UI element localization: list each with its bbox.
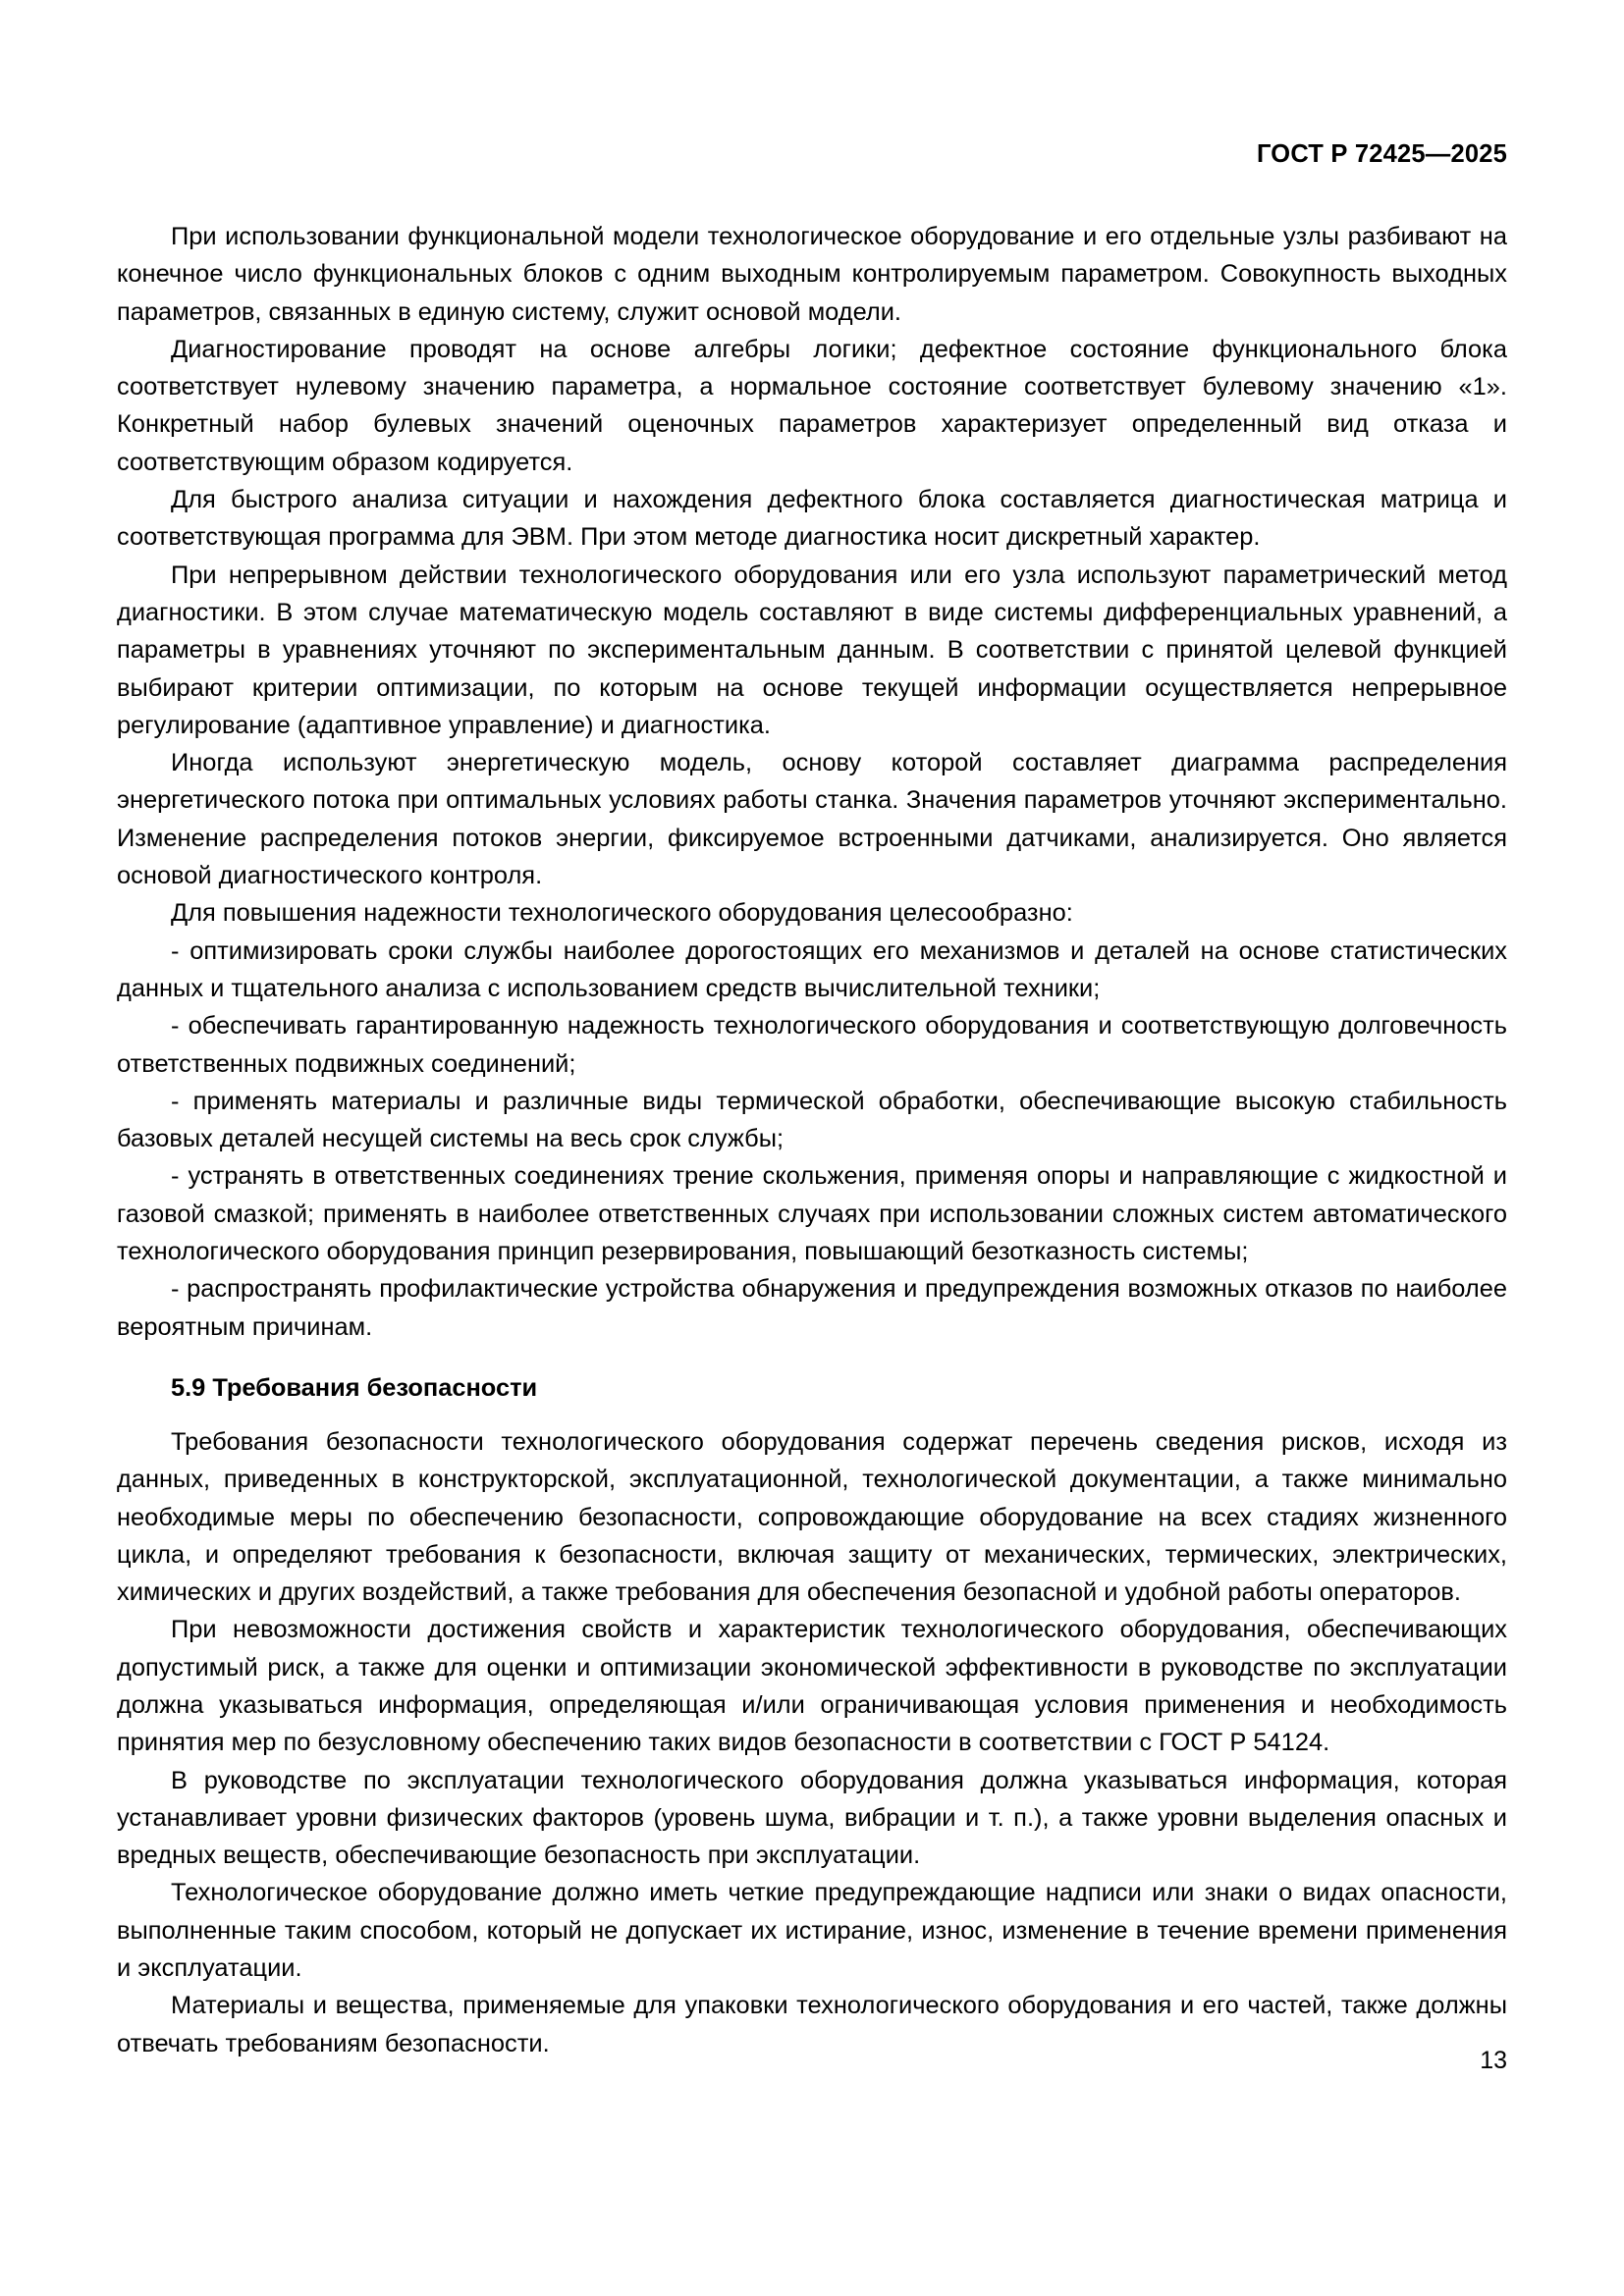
paragraph-functional-model: При использовании функциональной модели технологическое оборудование и его отдельные узлы разбивают на конечное число функциональных блоков с одним выходным контролируемым параметром. Совокупность выходных параметров, связанных в единую систему, служит основой модели.	[117, 223, 1507, 326]
paragraph-diagnostics-boolean-algebra: Диагностирование проводят на основе алгебры логики; дефектное состояние функционального блока соответствует нулевому значению параметра, а нормальное состояние соответствует булевому значению «1». Конкретный набор булевых значений оценочных параметров характеризует определенный вид отказа и соответствующим образом кодируется.	[117, 335, 1507, 476]
paragraph-acceptable-risk: При невозможности достижения свойств и характеристик технологического оборудования, обеспечивающих допустимый риск, а также для оценки и оптимизации экономической эффективности в руководстве по эксплуатации должна указываться информация, определяющая и/или ограничивающая условия применения и необходимость принятия мер по безусловному обеспечению таких видов безопасности в соответствии с ГОСТ Р 54124.	[117, 1616, 1507, 1757]
paragraph-packaging-materials: Материалы и вещества, применяемые для упаковки технологического оборудования и его частей, также должны отвечать требованиям безопасности.	[117, 1992, 1507, 2057]
section-heading-5-9: 5.9 Требования безопасности	[171, 1373, 538, 1402]
list-item-guaranteed-reliability: - обеспечивать гарантированную надежность технологического оборудования и соответствующую долговечность ответственных подвижных соединений;	[117, 1012, 1507, 1078]
document-body	[117, 218, 1507, 2062]
list-item-preventive-devices: - распространять профилактические устройства обнаружения и предупреждения возможных отказов по наиболее вероятным причинам.	[117, 1275, 1507, 1341]
page-header-standard-number: ГОСТ Р 72425—2025	[1256, 140, 1507, 168]
list-item-materials-heat-treatment: - применять материалы и различные виды термической обработки, обеспечивающие высокую стабильность базовых деталей несущей системы на весь срок службы;	[117, 1087, 1507, 1153]
paragraph-diagnostic-matrix: Для быстрого анализа ситуации и нахождения дефектного блока составляется диагностическая матрица и соответствующая программа для ЭВМ. При этом методе диагностика носит дискретный характер.	[117, 486, 1507, 552]
paragraph-reliability-intro: Для повышения надежности технологического оборудования целесообразно:	[171, 899, 1073, 928]
paragraph-safety-requirements-content: Требования безопасности технологического оборудования содержат перечень сведения рисков, исходя из данных, приведенных в конструкторской, эксплуатационной, технологической документации, а также минимально необходимые меры по обеспечению безопасности, сопровождающие оборудование на всех стадиях жизненного цикла, и определяют требования к безопасности, включая защиту от механических, термических, электрических, химических и других воздействий, а также требования для обеспечения безопасной и удобной работы операторов.	[117, 1427, 1507, 1607]
paragraph-warning-signs: Технологическое оборудование должно иметь четкие предупреждающие надписи или знаки о видах опасности, выполненные таким способом, который не допускает их истирание, износ, изменение в течение времени применения и эксплуатации.	[117, 1879, 1507, 1983]
paragraph-energy-model: Иногда используют энергетическую модель, основу которой составляет диаграмма распределения энергетического потока при оптимальных условиях работы станка. Значения параметров уточняют экспериментально. Изменение распределения потоков энергии, фиксируемое встроенными датчиками, анализируется. Оно является основой диагностического контроля.	[117, 749, 1507, 890]
paragraph-operation-manual-levels: В руководстве по эксплуатации технологического оборудования должна указываться информация, которая устанавливает уровни физических факторов (уровень шума, вибрации и т. п.), а также уровни выделения опасных и вредных веществ, обеспечивающие безопасность при эксплуатации.	[117, 1766, 1507, 1870]
paragraph-parametric-method: При непрерывном действии технологического оборудования или его узла используют параметрический метод диагностики. В этом случае математическую модель составляют в виде системы дифференциальных уравнений, а параметры в уравнениях уточняют по экспериментальным данным. В соответствии с принятой целевой функцией выбирают критерии оптимизации, по которым на основе текущей информации осуществляется непрерывное регулирование (адаптивное управление) и диагностика.	[117, 561, 1507, 739]
page-number: 13	[1480, 2047, 1507, 2074]
list-item-optimize-service-life: - оптимизировать сроки службы наиболее дорогостоящих его механизмов и деталей на основе статистических данных и тщательного анализа с использованием средств вычислительной техники;	[117, 936, 1507, 1002]
list-item-eliminate-sliding-friction: - устранять в ответственных соединениях трение скольжения, применяя опоры и направляющие с жидкостной и газовой смазкой; применять в наиболее ответственных случаях при использовании сложных систем автоматического технологического оборудования принцип резервирования, повышающий безотказность системы;	[117, 1162, 1507, 1266]
